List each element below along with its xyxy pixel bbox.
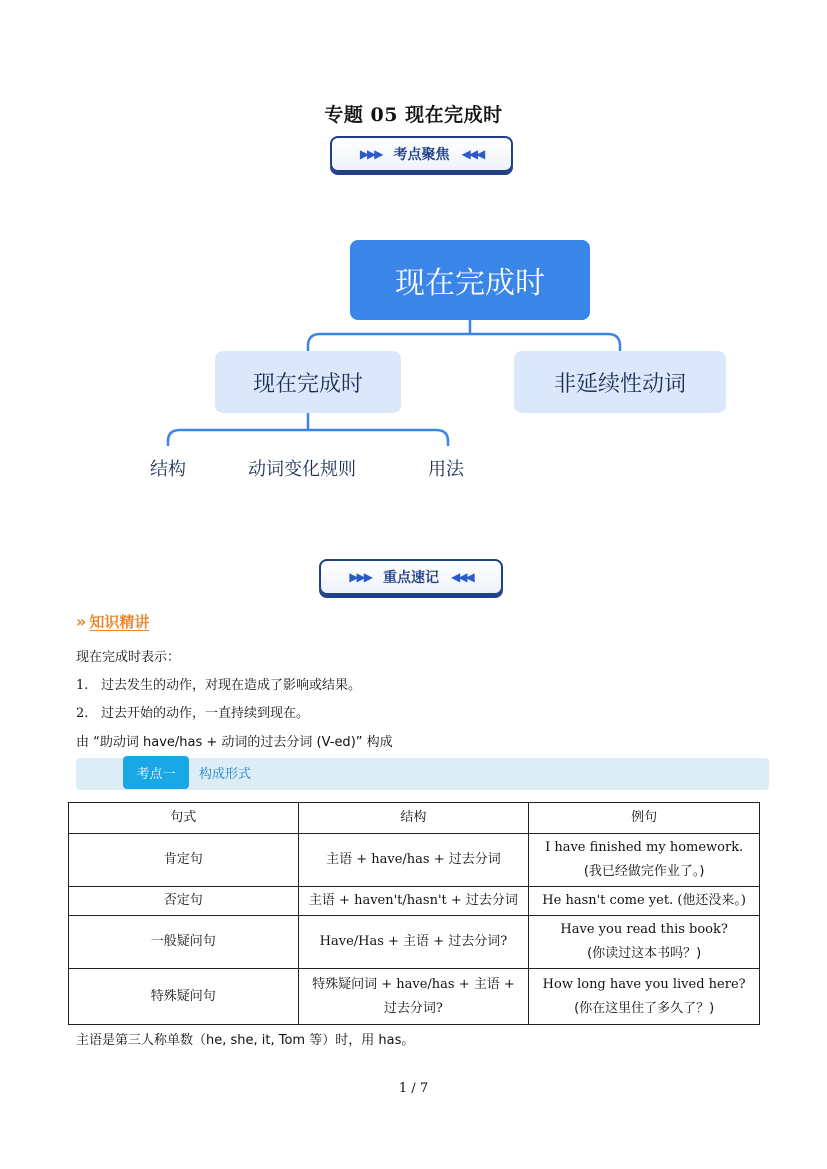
section-heading bbox=[76, 611, 149, 632]
zhongdian-suji-banner bbox=[319, 559, 503, 595]
table-cell-type: 一般疑问句 bbox=[69, 916, 299, 969]
arrows-right-icon: ▶▶▶ bbox=[349, 570, 371, 584]
example-chinese: (你读过这本书吗？) bbox=[587, 946, 702, 961]
column-header: 结构 bbox=[298, 803, 529, 834]
table-cell-type: 肯定句 bbox=[69, 834, 299, 887]
list-item-text: 过去发生的动作，对现在造成了影响或结果。 bbox=[101, 678, 362, 693]
arrows-right-icon: ▶▶▶ bbox=[359, 147, 382, 161]
table-row bbox=[69, 916, 760, 969]
column-header: 例句 bbox=[529, 803, 760, 834]
mindmap-node-present-perfect: 现在完成时 bbox=[215, 351, 401, 413]
table-cell-structure: Have/Has + 主语 + 过去分词? bbox=[298, 916, 529, 969]
mindmap-node-non-durative-verbs: 非延续性动词 bbox=[514, 351, 726, 413]
list-item bbox=[76, 674, 361, 693]
list-item-number: 2. bbox=[76, 706, 89, 721]
table-cell-example bbox=[529, 834, 760, 887]
structure-line-1: 特殊疑问词 + have/has + 主语 + bbox=[312, 976, 515, 992]
example-english: I have finished my homework. bbox=[545, 840, 744, 855]
table-header-row bbox=[69, 803, 760, 834]
kaodian-title: 构成形式 bbox=[199, 767, 252, 782]
table-cell-type: 特殊疑问句 bbox=[69, 969, 299, 1025]
mindmap-leaf-usage: 用法 bbox=[428, 459, 464, 480]
banner-label: 重点速记 bbox=[383, 570, 439, 586]
table-cell-type: 否定句 bbox=[69, 887, 299, 916]
intro-text: 现在完成时表示： bbox=[76, 650, 181, 665]
example-english: How long have you lived here? bbox=[542, 976, 746, 992]
mindmap-root-node: 现在完成时 bbox=[350, 240, 590, 320]
column-header: 句式 bbox=[69, 803, 299, 834]
table-cell-example bbox=[529, 916, 760, 969]
arrows-left-icon: ◀◀◀ bbox=[461, 147, 484, 161]
table-cell-structure: 主语 + haven't/hasn't + 过去分词 bbox=[298, 887, 529, 916]
grammar-table bbox=[68, 802, 760, 1025]
table-cell-example bbox=[529, 887, 760, 916]
mindmap-leaf-verb-rules: 动词变化规则 bbox=[248, 459, 356, 480]
note-text: 主语是第三人称单数（he, she, it, Tom 等）时，用 has。 bbox=[76, 1033, 415, 1048]
list-item-number: 1. bbox=[76, 678, 89, 693]
banner-label: 考点聚焦 bbox=[393, 147, 450, 163]
structure-line-2: 过去分词? bbox=[383, 1000, 443, 1016]
table-cell-example bbox=[529, 969, 760, 1025]
table-row bbox=[69, 969, 760, 1025]
page-title: 专题 05 现在完成时 bbox=[324, 104, 503, 126]
section-heading-label: 知识精讲 bbox=[89, 613, 150, 631]
table-cell-structure: 主语 + have/has + 过去分词 bbox=[298, 834, 529, 887]
example-chinese: (我已经做完作业了。) bbox=[583, 864, 705, 879]
page-number: 1 / 7 bbox=[398, 1081, 429, 1096]
list-item-text: 过去开始的动作，一直持续到现在。 bbox=[101, 706, 310, 721]
kaodian-badge: 考点一 bbox=[123, 756, 189, 789]
double-chevron-icon: » bbox=[76, 612, 84, 631]
formula-text: 由 “助动词 have/has + 动词的过去分词 (V-ed)” 构成 bbox=[76, 735, 393, 750]
table-row bbox=[69, 834, 760, 887]
mindmap-leaf-structure: 结构 bbox=[150, 459, 186, 480]
example-english: Have you read this book? bbox=[560, 922, 728, 937]
table-row bbox=[69, 887, 760, 916]
example-english: He hasn't come yet. (他还没来。) bbox=[542, 893, 746, 908]
table-cell-structure bbox=[298, 969, 529, 1025]
arrows-left-icon: ◀◀◀ bbox=[451, 570, 473, 584]
example-chinese: (你在这里住了多久了？) bbox=[574, 1000, 715, 1016]
list-item bbox=[76, 702, 309, 721]
